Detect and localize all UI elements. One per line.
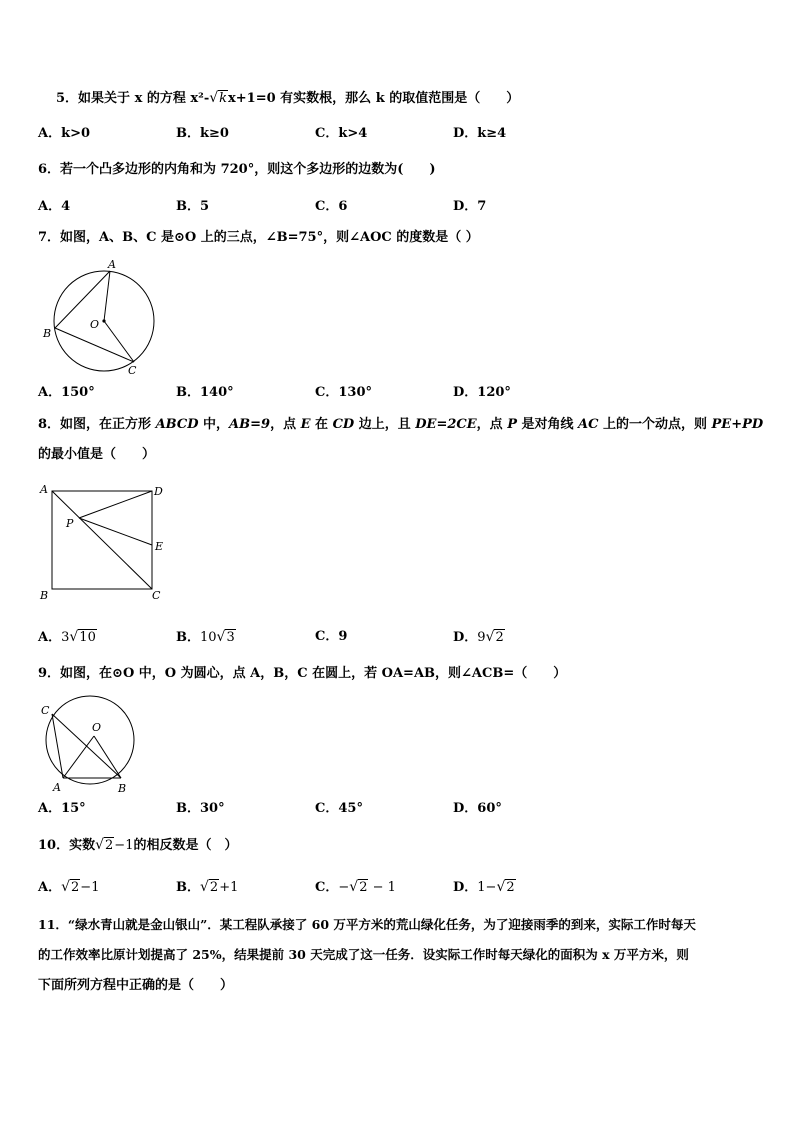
q8-label-c: C bbox=[152, 589, 161, 602]
q9-label-c: C bbox=[41, 704, 50, 717]
q5-option-a: A．k>0 bbox=[38, 126, 91, 141]
q7-option-c: C．130° bbox=[315, 385, 372, 400]
q7-stem: 7．如图，A、B、C 是⊙O 上的三点，∠B=75°，则∠AOC 的度数是（ ） bbox=[38, 230, 479, 245]
q10-option-b: B．√2+1 bbox=[176, 879, 239, 895]
q9-label-o: O bbox=[92, 721, 102, 734]
q9-stem: 9．如图，在⊙O 中，O 为圆心，点 A，B，C 在圆上，若 OA=AB，则∠ACB=（ ） bbox=[38, 666, 567, 681]
q7-label-a: A bbox=[108, 258, 116, 271]
q9-segment-oa bbox=[63, 736, 94, 778]
q8-option-b: B．10√3 bbox=[176, 629, 235, 645]
q7-label-c: C bbox=[128, 364, 137, 377]
q11-line2: 的工作效率比原计划提高了 25%，结果提前 30 天完成了这一任务．设实际工作时每天绿化的面积为 x 万平方米，则 bbox=[38, 947, 689, 962]
q5-option-c: C．k>4 bbox=[315, 126, 368, 141]
q7-option-a: A．150° bbox=[38, 385, 95, 400]
q10-stem: 10．实数√2−1的相反数是（ ） bbox=[38, 837, 238, 853]
q8-option-c: C．9 bbox=[315, 629, 348, 644]
q7-label-o: O bbox=[90, 318, 100, 331]
q8-option-d: D．9√2 bbox=[453, 629, 504, 645]
q5-stem-part2: x+1=0 有实数根，那么 k 的取值范围是（ ） bbox=[228, 91, 520, 106]
q10-option-c: C．−√2 − 1 bbox=[315, 879, 396, 895]
q8-label-e: E bbox=[155, 540, 164, 553]
q9-option-a: A．15° bbox=[38, 801, 86, 816]
q5-stem-part1: 5．如果关于 x 的方程 x²- bbox=[56, 91, 210, 106]
q11-line1: 11．“绿水青山就是金山银山”．某工程队承接了 60 万平方米的荒山绿化任务，为了迎接雨季的到来，实际工作时每天 bbox=[38, 917, 696, 932]
q10-option-d: D．1−√2 bbox=[453, 879, 515, 895]
q8-label-b: B bbox=[40, 589, 49, 602]
q7-segment-oa bbox=[104, 271, 110, 321]
q8-label-d: D bbox=[154, 485, 163, 498]
q10-option-a: A．√2−1 bbox=[38, 879, 100, 895]
q5-option-b: B．k≥0 bbox=[176, 126, 229, 141]
q8-diagonal-ac bbox=[52, 491, 152, 589]
q8-square-figure bbox=[36, 480, 171, 604]
q5-option-d: D．k≥4 bbox=[453, 126, 507, 141]
q9-segment-ca bbox=[52, 714, 63, 778]
q6-option-b: B．5 bbox=[176, 199, 210, 214]
q7-center-dot bbox=[102, 319, 105, 322]
q8-option-a: A．3√10 bbox=[38, 629, 96, 645]
q6-option-a: A．4 bbox=[38, 199, 71, 214]
q8-segment-pe bbox=[79, 518, 152, 545]
q5-stem bbox=[56, 90, 519, 107]
q9-circle bbox=[46, 696, 134, 784]
q8-stem-line1: 8．如图，在正方形 ABCD 中，AB=9，点 E 在 CD 边上，且 DE=2CE，点 P 是对角线 AC 上的一个动点，则 PE+PD bbox=[38, 417, 764, 432]
q8-label-a: A bbox=[40, 483, 48, 496]
q9-option-b: B．30° bbox=[176, 801, 225, 816]
q8-stem-line2: 的最小值是（ ） bbox=[38, 447, 156, 462]
q9-option-c: C．45° bbox=[315, 801, 363, 816]
q8-segment-pd bbox=[79, 491, 152, 518]
q9-label-a: A bbox=[53, 781, 61, 794]
q6-option-d: D．7 bbox=[453, 199, 487, 214]
q7-option-d: D．120° bbox=[453, 385, 511, 400]
q8-label-p: P bbox=[66, 517, 74, 530]
q6-option-c: C．6 bbox=[315, 199, 348, 214]
q5-sqrt-k: √k bbox=[209, 90, 228, 106]
q7-option-b: B．140° bbox=[176, 385, 234, 400]
q6-stem: 6．若一个凸多边形的内角和为 720°，则这个多边形的边数为( ) bbox=[38, 162, 436, 177]
q11-line3: 下面所列方程中正确的是（ ） bbox=[38, 978, 234, 993]
q7-segment-ba bbox=[55, 271, 110, 328]
q9-label-b: B bbox=[118, 782, 127, 795]
q9-circle-figure bbox=[36, 692, 148, 798]
q7-label-b: B bbox=[43, 327, 52, 340]
q7-circle-figure bbox=[38, 256, 158, 378]
q9-option-d: D．60° bbox=[453, 801, 502, 816]
